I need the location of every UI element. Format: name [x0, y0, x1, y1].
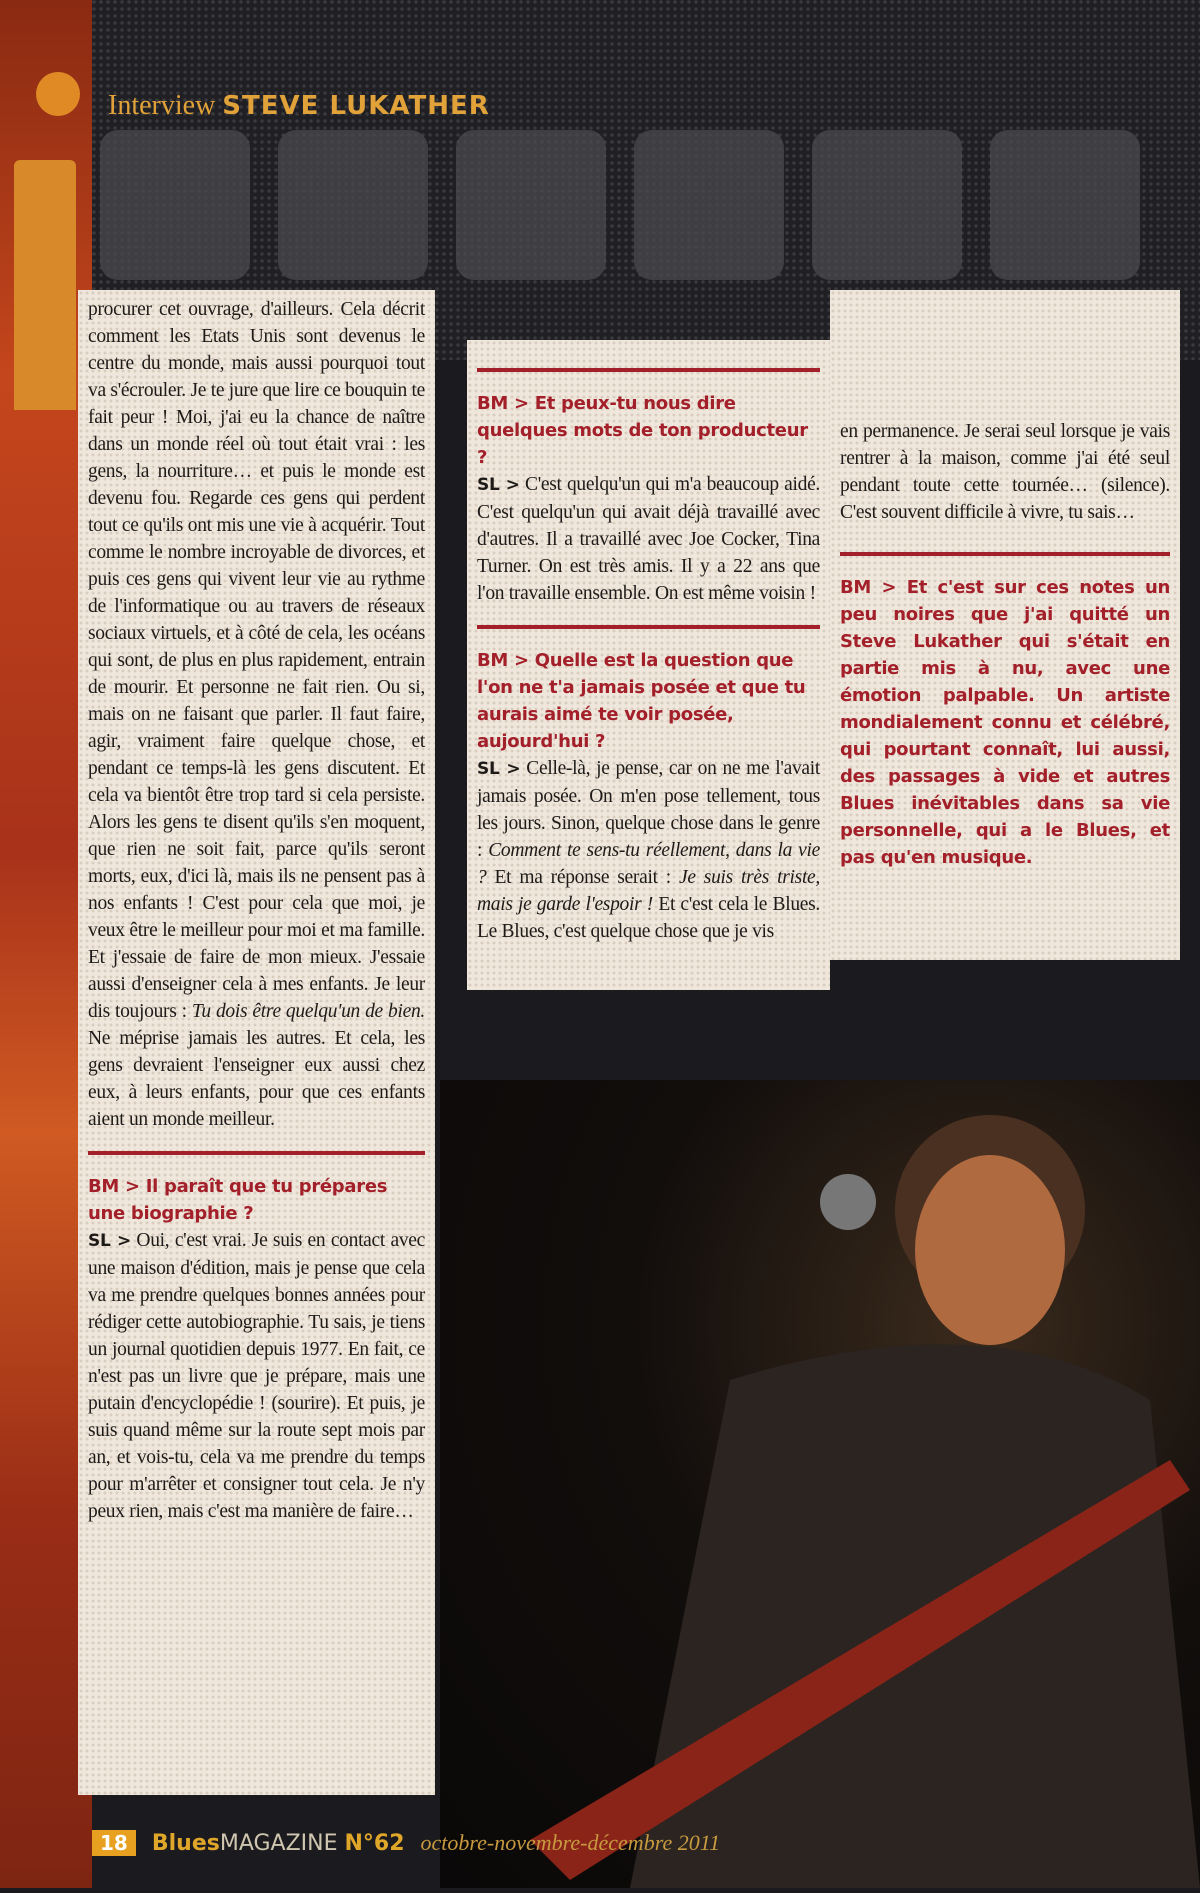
- page-footer: [92, 1830, 720, 1856]
- section-initial-graphic: [14, 160, 76, 410]
- article-paragraph: [88, 296, 425, 1133]
- article-paragraph: en permanence. Je serai seul lorsque je vais rentrer à la maison, comme j'ai été seul pendant toute cette tournée… (silence). C'est souvent difficile à vivre, tu sais…: [840, 421, 1170, 523]
- article-column-2: [467, 340, 830, 990]
- paragraph-text: Ne méprise jamais les autres. Et cela, les gens devraient l'enseigner eux aussi chez eux, à leurs enfants, pour que ces enfants aient un monde meilleur.: [88, 1028, 425, 1130]
- section-divider: [840, 552, 1170, 556]
- closing-paragraph: BM > Et c'est sur ces notes un peu noires que j'ai quitté un Steve Lukather qui s'était en partie mis à nu, avec une émotion palpable. Un artiste mondialement connu et célébré, qui pourtant connaît, lui aussi, des passages à vide et autres Blues inévitables dans sa vie personnelle, qui a le Blues, et pas qu'en musique.: [840, 577, 1170, 868]
- italic-quote: Je suis très triste, mais je garde l'espoir !: [477, 867, 820, 915]
- section-label: Interview: [108, 90, 216, 121]
- italic-quote: Tu dois être quelqu'un de bien.: [191, 1001, 425, 1022]
- answer-text: Oui, c'est vrai. Je suis en contact avec une maison d'édition, mais je pense que cela va me prendre quelques bonnes années pour rédiger cette autobiographie. Tu sais, je tiens un journal quotidien depuis 1977. En fait, ce n'est pas un livre que je prépare, mais une putain d'encyclopédie ! (sourire). Et puis, je suis quand même sur la route sept mois par an, et vois-tu, cela va me prendre du temps pour m'arrêter et consigner tout cela. Je n'y peux rien, mais c'est ma manière de faire…: [88, 1230, 426, 1522]
- answer-text: C'est quelqu'un qui m'a beaucoup aidé. C'est quelqu'un qui avait déjà travaillé avec d'autres. Il a travaillé avec Joe Cocker, Tina Turner. On est très amis. Il y a 22 ans que l'on travaille ensemble. On est même voisin !: [477, 474, 820, 604]
- article-column-1: [78, 290, 435, 1795]
- issue-number: N°62: [344, 1830, 405, 1856]
- issue-date: octobre-novembre-décembre 2011: [420, 1830, 721, 1855]
- interview-question: BM > Il paraît que tu prépares une biographie ?: [88, 1176, 388, 1224]
- answer-text: Et c'est cela le Blues. Le Blues, c'est quelque chose que je vis: [477, 894, 820, 942]
- section-divider: [477, 625, 820, 629]
- italic-quote: Comment te sens-tu réellement, dans la vie ?: [477, 840, 820, 888]
- background-graphic: [100, 130, 1140, 280]
- speaker-label: SL >: [477, 759, 521, 779]
- section-dot-graphic: [36, 72, 80, 116]
- interview-answer: [477, 755, 820, 945]
- page-number: 18: [92, 1830, 136, 1856]
- magazine-name: [152, 1831, 405, 1856]
- section-divider: [477, 368, 820, 372]
- answer-text: Et ma réponse serait :: [486, 867, 679, 888]
- guitarist-illustration: [440, 1080, 1200, 1888]
- interview-answer: [477, 471, 820, 607]
- section-divider: [88, 1151, 425, 1155]
- interview-question: BM > Quelle est la question que l'on ne t'a jamais posée et que tu aurais aimé te voir posée, aujourd'hui ?: [477, 650, 806, 752]
- brand-light: MAGAZINE: [219, 1830, 338, 1856]
- article-column-3: [830, 290, 1180, 960]
- answer-text: Celle-là, je pense, car on ne me l'avait jamais posée. On m'en pose tellement, tous les jours. Sinon, quelque chose dans le genre :: [477, 758, 820, 861]
- paragraph-text: procurer cet ouvrage, d'ailleurs. Cela décrit comment les Etats Unis sont devenus le centre du monde, mais aussi pourquoi tout va s'écrouler. Je te jure que lire ce bouquin te fait peur ! Moi, j'ai eu la chance de naître dans un monde réel où tout était vrai : les gens, la nourriture… et puis le monde est devenu fou. Regarde ces gens qui perdent tout ce qu'ils ont mis une vie à acquérir. Tout comme le nombre incroyable de divorces, et puis ces gens qui vivent leur vie au rythme de l'informatique ou au travers de réseaux sociaux virtuels, et à côté de cela, les océans qui sont, de plus en plus rapidement, entrain de mourir. Et personne ne fait rien. Ou si, mais on ne faisant que parler. Il faut faire, agir, vraiment faire quelque chose, et pendant ce temps-là les gens discutent. Et cela va bientôt être trop tard si cela persiste. Alors les gens te disent qu'ils s'en moquent, que rien ne soit fait, parce qu'ils seront morts, eux, d'ici là, mais ils ne pensent pas à nos enfants ! C'est pour cela que moi, je veux être le meilleur pour moi et ma famille. Et j'essaie de faire de mon mieux. J'essaie aussi d'enseigner cela à mes enfants. Je leur dis toujours :: [88, 299, 425, 1022]
- page-header: [108, 90, 490, 122]
- speaker-label: SL >: [477, 475, 520, 495]
- interview-question: BM > Et peux-tu nous dire quelques mots de ton producteur ?: [477, 393, 808, 468]
- interview-answer: [88, 1227, 425, 1525]
- concert-photo: [440, 1080, 1200, 1888]
- brand-bold: Blues: [151, 1830, 220, 1856]
- interviewee-name: STEVE LUKATHER: [222, 91, 490, 121]
- speaker-label: SL >: [88, 1231, 131, 1251]
